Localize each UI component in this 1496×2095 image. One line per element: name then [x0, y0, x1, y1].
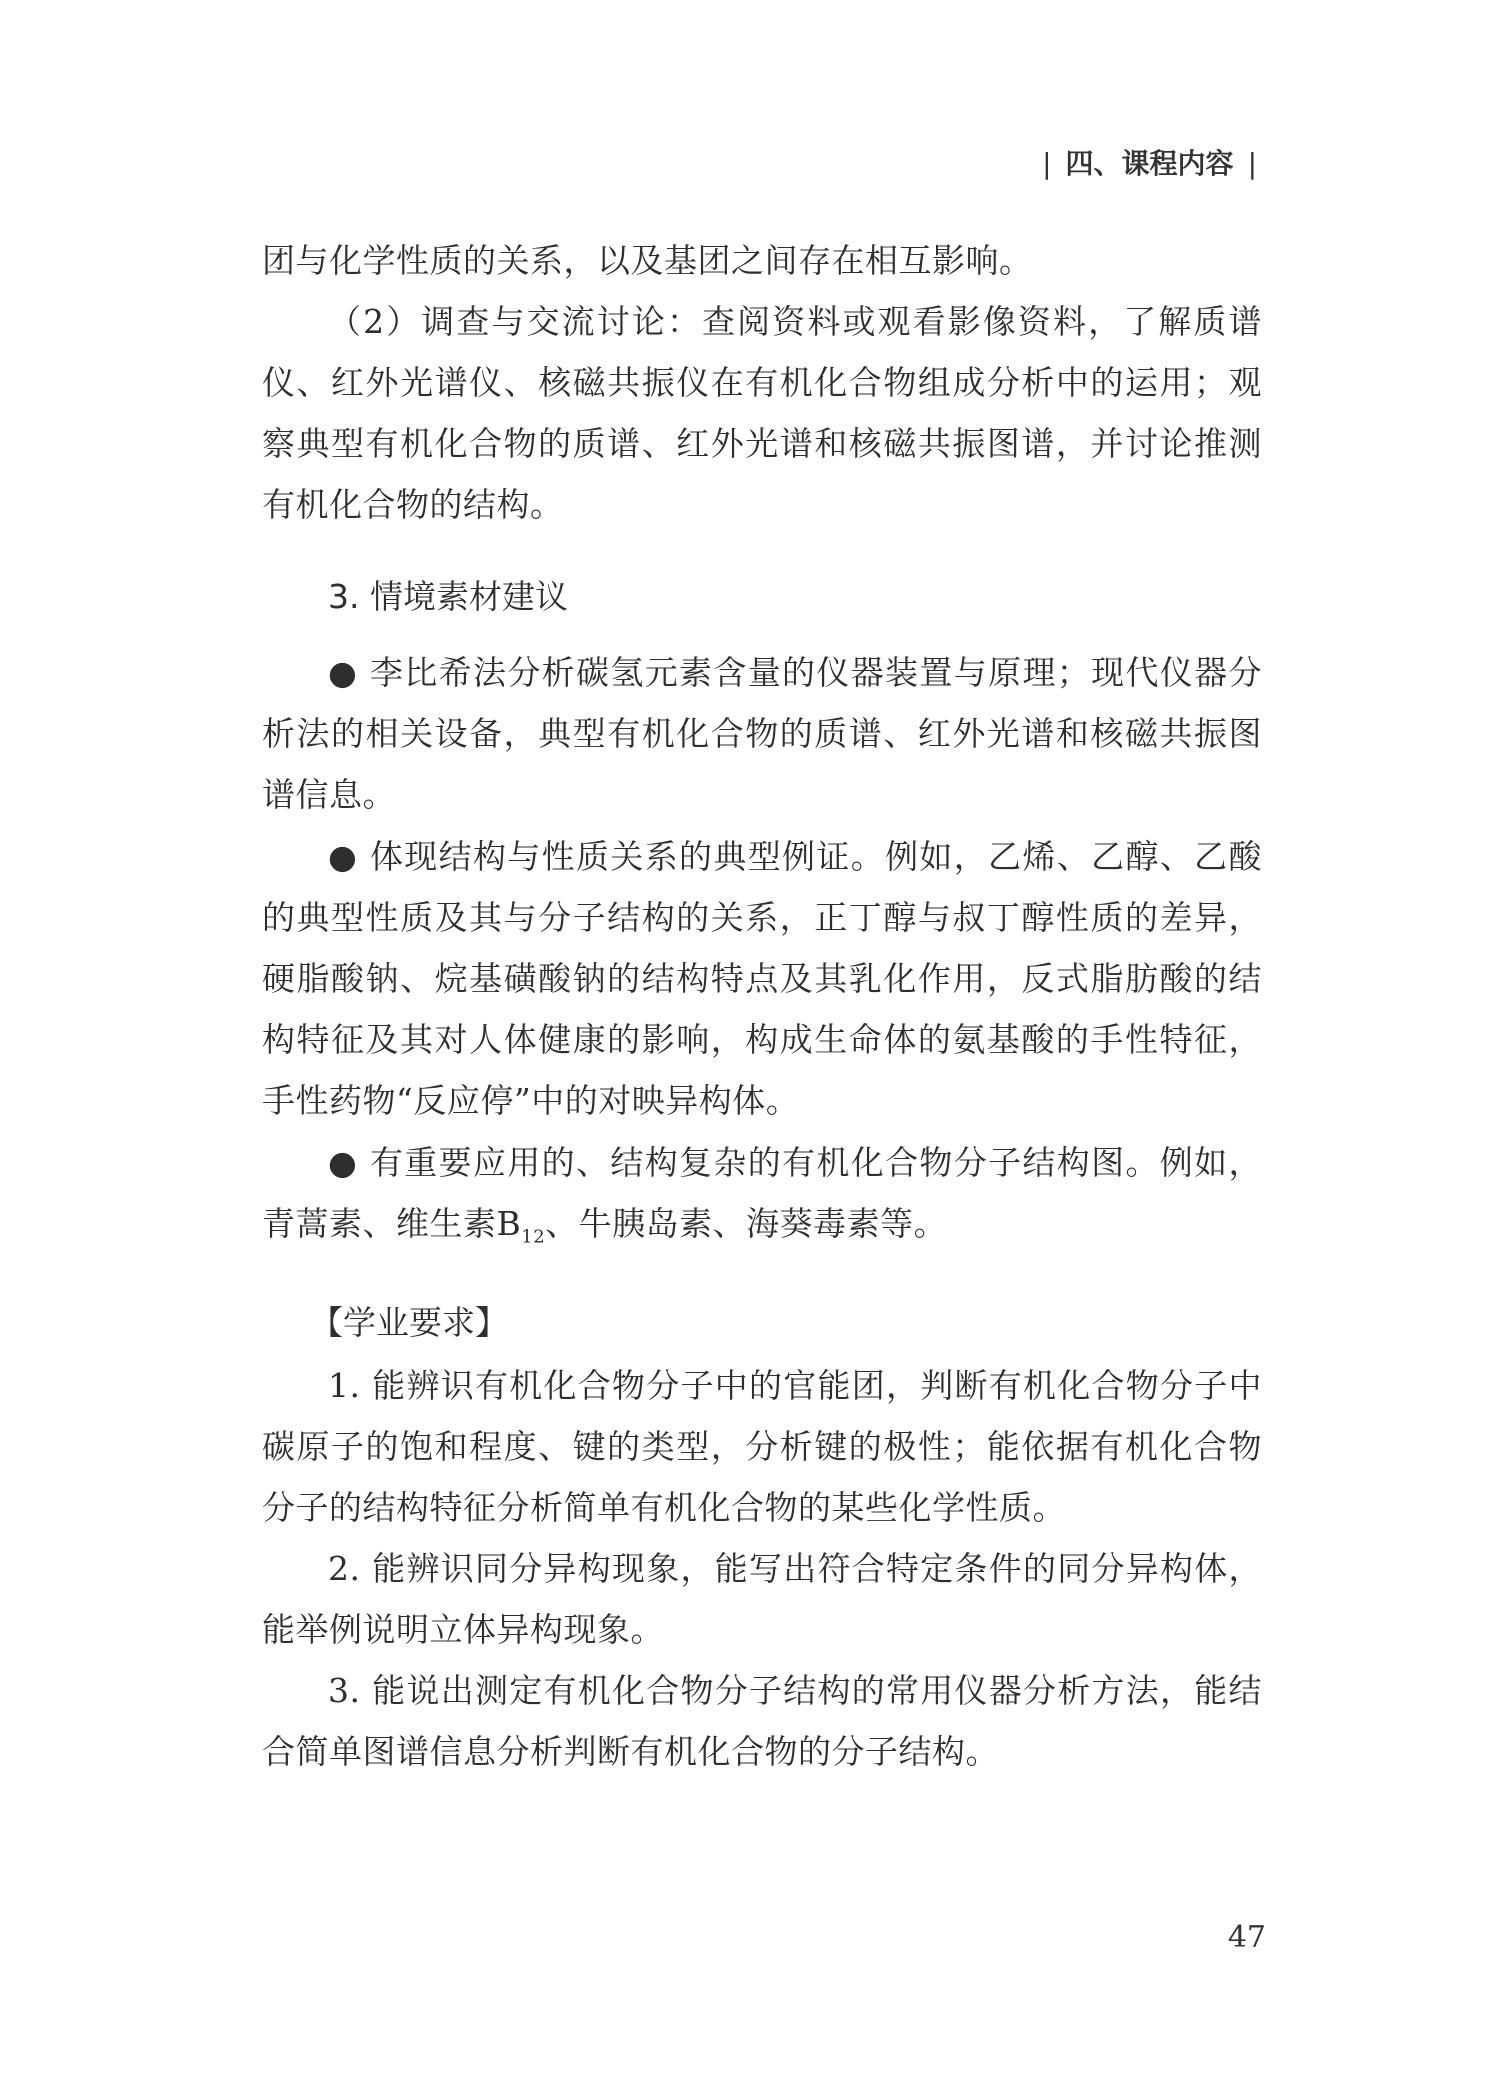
- section-3-bullet-1: [262, 642, 1262, 825]
- header-bar-right: |: [1247, 147, 1257, 180]
- requirement-3-text: 3. 能说出测定有机化合物分子结构的常用仪器分析方法，能结合简单图谱信息分析判断有机化合物的分子结构。: [262, 1671, 1262, 1771]
- requirement-1-text: 1. 能辨识有机化合物分子中的官能团，判断有机化合物分子中碳原子的饱和程度、键的类型，分析键的极性；能依据有机化合物分子的结构特征分析简单有机化合物的某些化学性质。: [262, 1366, 1262, 1527]
- bullet-3-text-before: ● 有重要应用的、结构复杂的有机化合物分子结构图。例如，青蒿素、维生素B: [262, 1143, 1262, 1243]
- running-header: [1028, 142, 1271, 182]
- header-bar-left: |: [1042, 147, 1052, 180]
- activity-2-paragraph: [262, 291, 1262, 535]
- requirement-2-text: 2. 能辨识同分异构现象，能写出符合特定条件的同分异构体，能举例说明立体异构现象。: [262, 1549, 1262, 1649]
- bullet-3-text-after: 、牛胰岛素、海葵毒素等。: [545, 1204, 948, 1243]
- continuation-text: 团与化学性质的关系，以及基团之间存在相互影响。: [262, 241, 1033, 280]
- bullet-1-text: ● 李比希法分析碳氢元素含量的仪器装置与原理；现代仪器分析法的相关设备，典型有机化合物的质谱、红外光谱和核磁共振图谱信息。: [262, 653, 1262, 814]
- page-number: 47: [1227, 1920, 1266, 1955]
- section-3-bullet-2: [262, 826, 1262, 1131]
- continuation-paragraph: [262, 230, 1262, 291]
- requirement-1: [262, 1355, 1262, 1538]
- header-title: 四、课程内容: [1065, 147, 1234, 180]
- requirements-heading: 【学业要求】: [310, 1303, 508, 1342]
- requirement-2: [262, 1538, 1262, 1660]
- section-3-bullet-3: [262, 1132, 1262, 1268]
- requirement-3: [262, 1660, 1262, 1782]
- activity-2-text: （2）调查与交流讨论：查阅资料或观看影像资料，了解质谱仪、红外光谱仪、核磁共振仪在有机化合物组成分析中的运用；观察典型有机化合物的质谱、红外光谱和核磁共振图谱，并讨论推测有机化合物的结构。: [262, 302, 1262, 524]
- bullet-3-text: [262, 1132, 1262, 1268]
- bullet-2-text: ● 体现结构与性质关系的典型例证。例如，乙烯、乙醇、乙酸的典型性质及其与分子结构的关系，正丁醇与叔丁醇性质的差异，硬脂酸钠、烷基磺酸钠的结构特点及其乳化作用，反式脂肪酸的结构特征及其对人体健康的影响，构成生命体的氨基酸的手性特征，手性药物“反应停”中的对映异构体。: [262, 837, 1262, 1120]
- bullet-3-subscript: 12: [521, 1226, 546, 1248]
- section-3-heading: 3. 情境素材建议: [328, 577, 568, 616]
